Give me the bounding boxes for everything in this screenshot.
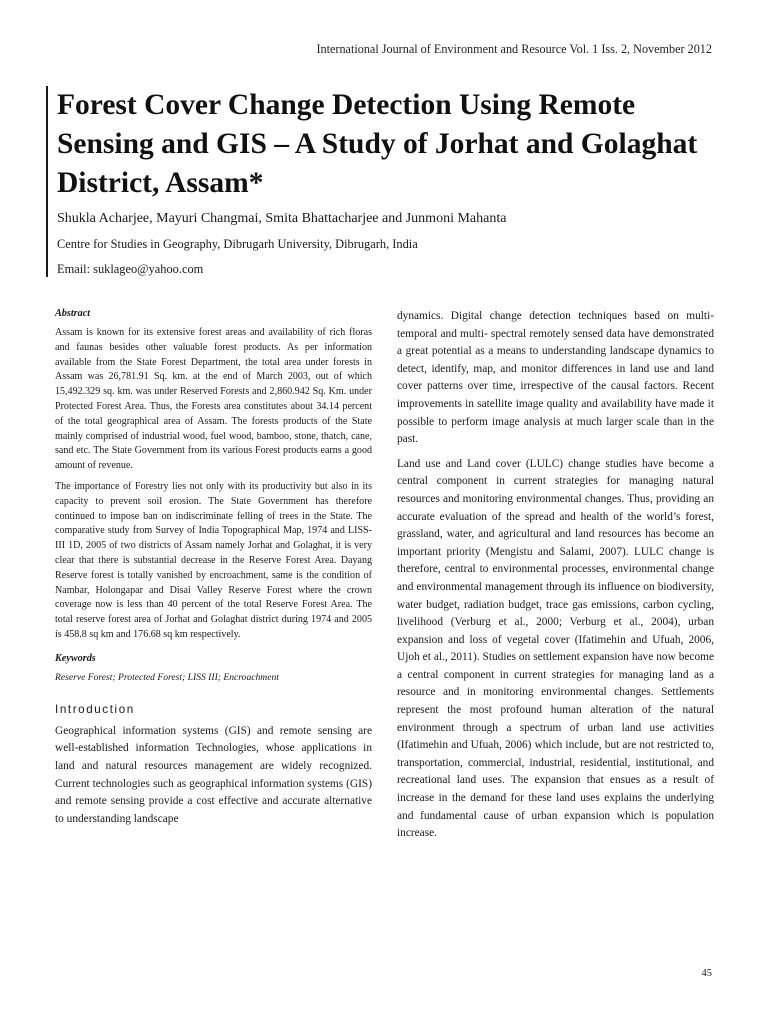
keywords-text: Reserve Forest; Protected Forest; LISS III; Encroachment — [55, 671, 279, 683]
paper-title: Forest Cover Change Detection Using Remote Sensing and GIS – A Study of Jorhat and Golaghat District, Assam* — [57, 89, 698, 199]
author-list: Shukla Acharjee, Mayuri Changmai, Smita Bhattacharjee and Junmoni Mahanta — [57, 211, 507, 226]
right-column — [397, 308, 714, 850]
introduction-paragraph: Geographical information systems (GIS) and remote sensing are well-established information Technologies, whose applications in land and natural resources management are widely recognized. Current technologies such as geographical information systems (GIS) and remote sensing provide a cost effective and accurate alternative to understanding landscape — [55, 724, 372, 825]
keywords-heading: Keywords — [55, 652, 96, 664]
title-block — [46, 86, 726, 277]
abstract-heading: Abstract — [55, 308, 91, 319]
introduction-paragraph: Land use and Land cover (LULC) change studies have become a central component in current strategies for managing natural resources and monitoring environmental changes. Thus, providing an accurate evaluation of the spread and health of the world’s forest, grassland, water, and agricultural and land resources has become an important priority (Mengistu and Salami, 2007). LULC change is therefore, central to environmental processes, environmental change and environmental management through its influence on biodiversity, water budget, radiation budget, trace gas emissions, carbon cycling, livelihood (Verburg et al., 2000; Verburg et al., 2004), urban expansion and loss of vegetal cover (Ifatimehin and Ufuah, 2006, Ujoh et al., 2011). Studies on settlement expansion have now become a central component in current strategies for managing land as a resource and in monitoring environmental changes. Settlements represent the most profound human alteration of the natural environment through a spectrum of urban land use activities (Ifatimehin and Ufuah, 2006) which include, but are not restricted to, transportation, commercial, industrial, residential, institutional, and recreational land uses. The expansion that ensues as a result of increase in the demand for these land uses explains the underlying and fundamental cause of urban expansion which is population increase. — [397, 457, 714, 840]
abstract-paragraph: The importance of Forestry lies not only with its productivity but also in its capacity to prevent soil erosion. The State Government has therefore continued to impose ban on indiscriminate felling of trees in the State. The comparative study from Survey of India Topographical Map, 1974 and LISS-III 1D, 2005 of two districts of Assam namely Jorhat and Golaghat, it is very clear that there is substantial decrease in the Reserve Forest Area. Dayang Reserve forest is totally vanished by encroachment, same is the condition of Nambar, Holongapar and Disai Valley Reserve Forest where the crown coverage now is less than 40 percent of the total Reserve Forest Area. The total reserve forest area of Jorhat and Golaghat district during 1974 and 2005 is 458.8 sq km and 176.68 sq km respectively. — [55, 480, 372, 640]
left-column — [55, 308, 372, 835]
introduction-paragraph: dynamics. Digital change detection techniques based on multi-temporal and multi- spectral remotely sensed data have demonstrated a great potential as a means to understanding landscape dynamics to detect, identify, map, and monitor differences in land use and land cover patterns over time, irrespective of the causal factors. Recent improvements in satellite image quality and availability have made it possible to perform image analysis at much larger scale than in the past. — [397, 310, 714, 446]
abstract-paragraph: Assam is known for its extensive forest areas and availability of rich floras and faunas besides other valuable forest products. As per information available from the State Forest Department, the total area under forests in Assam was 26,781.91 Sq. km. at the end of March 2003, out of which 15,492.329 sq. km. was under Reserved Forests and 2,860.942 Sq. Km. under Protected Forest Area. Thus, the Forests area constitutes about 34.14 percent of the total geographical area of Assam. The forests products of the State mainly comprised of industrial wood, fuel wood, bamboo, stone, thatch, cane, sand etc. The State Government from its various Forest products earns a good amount of revenue. — [55, 327, 372, 472]
contact-email: Email: suklageo@yahoo.com — [57, 262, 204, 276]
introduction-heading: Introduction — [55, 702, 135, 716]
journal-header: International Journal of Environment and Resource Vol. 1 Iss. 2, November 2012 — [316, 42, 712, 56]
affiliation: Centre for Studies in Geography, Dibrugarh University, Dibrugarh, India — [57, 237, 418, 251]
page-number: 45 — [701, 968, 712, 979]
